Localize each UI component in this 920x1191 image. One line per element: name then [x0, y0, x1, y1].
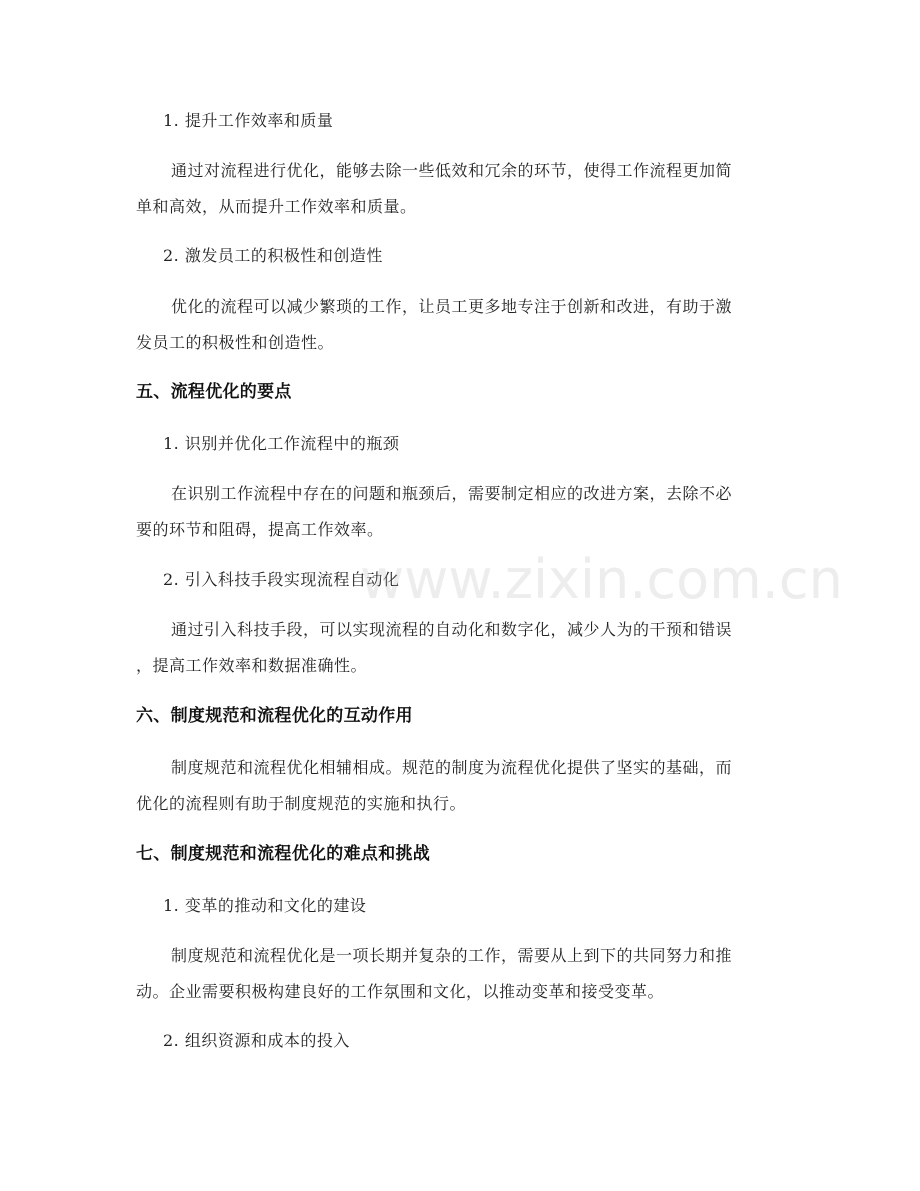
paragraph-line: 通过引入科技手段，可以实现流程的自动化和数字化，减少人为的干预和错误 [171, 620, 733, 639]
paragraph-line: 发员工的积极性和创造性。 [136, 333, 335, 352]
section-heading: 七、制度规范和流程优化的难点和挑战 [136, 844, 431, 864]
paragraph-line: 要的环节和阻碍，提高工作效率。 [136, 520, 384, 539]
paragraph-line: 通过对流程进行优化，能够去除一些低效和冗余的环节，使得工作流程更加简 [171, 161, 733, 180]
list-item-title: 1. 变革的推动和文化的建设 [163, 896, 367, 915]
list-item-title: 2. 引入科技手段实现流程自动化 [163, 570, 400, 589]
paragraph-line: 单和高效，从而提升工作效率和质量。 [136, 197, 417, 216]
section-heading: 五、流程优化的要点 [136, 382, 292, 402]
paragraph-line: 制度规范和流程优化相辅相成。规范的制度为流程优化提供了坚实的基础，而 [171, 758, 733, 777]
list-item-title: 2. 激发员工的积极性和创造性 [163, 246, 383, 265]
paragraph-line: 优化的流程可以减少繁琐的工作，让员工更多地专注于创新和改进，有助于激 [171, 297, 733, 316]
list-item-title: 1. 识别并优化工作流程中的瓶颈 [163, 434, 400, 453]
paragraph-line: 优化的流程则有助于制度规范的实施和执行。 [136, 794, 467, 813]
paragraph-line: 制度规范和流程优化是一项长期并复杂的工作，需要从上到下的共同努力和推 [171, 946, 733, 965]
section-heading: 六、制度规范和流程优化的互动作用 [136, 706, 413, 726]
paragraph-line: 动。企业需要积极构建良好的工作氛围和文化，以推动变革和接受变革。 [136, 982, 665, 1001]
paragraph-line: 在识别工作流程中存在的问题和瓶颈后，需要制定相应的改进方案，去除不必 [171, 484, 733, 503]
paragraph-line: ，提高工作效率和数据准确性。 [136, 656, 368, 675]
list-item-title: 2. 组织资源和成本的投入 [163, 1031, 350, 1050]
list-item-title: 1. 提升工作效率和质量 [163, 111, 334, 130]
watermark-text: www.zixin.com.cn [360, 548, 843, 611]
